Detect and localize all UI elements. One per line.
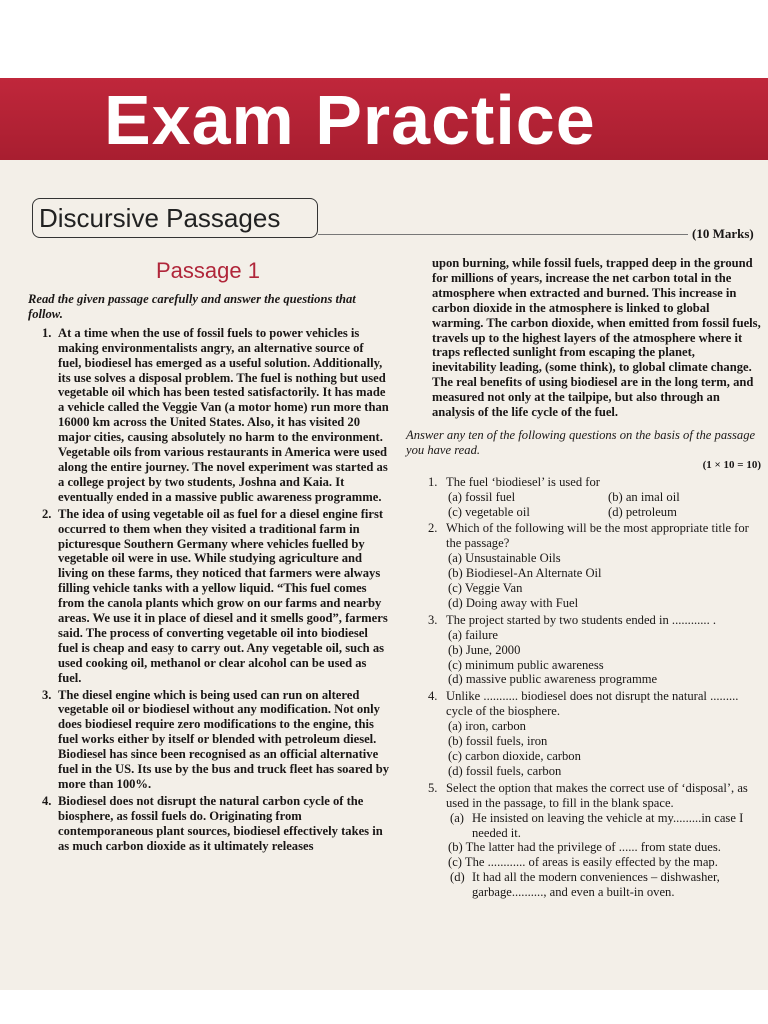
option-c: (c) vegetable oil	[448, 504, 530, 519]
section-title: Discursive Passages	[32, 198, 318, 238]
question-4	[406, 689, 761, 719]
option-c: (c) Veggie Van	[448, 581, 523, 596]
paragraph-4	[28, 794, 390, 854]
question-number: 2.	[428, 521, 438, 536]
question-text: The fuel ‘biodiesel’ is used for	[446, 474, 600, 489]
passage-title: Passage 1	[156, 258, 260, 283]
questions-marks: (1 × 10 = 10)	[702, 458, 761, 471]
option-a: (a) failure	[448, 627, 498, 642]
question-number: 3.	[428, 612, 438, 627]
option-d	[406, 870, 761, 900]
option-a: (a) Unsustainable Oils	[448, 551, 561, 566]
question-1	[406, 475, 761, 490]
option-c: (c) The ............ of areas is easily effected by the map.	[448, 855, 718, 870]
option-b: (b) Biodiesel-An Alternate Oil	[448, 566, 602, 581]
paragraph-number: 1.	[42, 325, 52, 340]
question-text: Which of the following will be the most appropriate title for the passage?	[446, 521, 749, 551]
option-d: (d) massive public awareness programme	[448, 672, 658, 687]
option-d: (d) Doing away with Fuel	[448, 595, 579, 610]
question-text: The project started by two students ended in ............ .	[446, 612, 717, 627]
paragraph-text: At a time when the use of fossil fuels to power vehicles is making environmentalists angry, an alternative source of fuel, biodiesel has emerged as a useful solution. Additionally, its use solves a disposal problem. The fuel is nothing but used vegetable oil which has been tested satisfactorily. It has made a vehicle called the Veggie Van (a motor home) run more than 16000 km across the United States. Also, it has visited 20 major cities, causing absolutely no harm to the environment. Vegetable oils from various restaurants in America were used along the entire journey. The novel experiment was started as a college project by two students, Joshna and Kaia. It eventually ended in a massive public awareness programme.	[58, 325, 389, 504]
question-number: 4.	[428, 689, 438, 704]
section-marks: (10 Marks)	[692, 226, 754, 241]
option-a: (a) fossil fuel	[448, 489, 516, 504]
header-banner	[0, 78, 768, 160]
paragraph-2	[28, 507, 390, 686]
option-d: (d) fossil fuels, carbon	[448, 763, 562, 778]
questions-instruction: Answer any ten of the following questions on the basis of the passage you have read.	[406, 427, 756, 457]
option-label: (a)	[450, 810, 464, 825]
option-b: (b) June, 2000	[448, 642, 521, 657]
option-b: (b) fossil fuels, iron	[448, 734, 548, 749]
paragraph-text: The diesel engine which is being used can run on altered vegetable oil or biodiesel without any modification. Not only does biodiesel require zero modifications to the engine, this fuel works either by itself or blended with petroleum diesel. Biodiesel has since been recognised as an official alternative fuel in the US. Its use by the bus and truck fleet has soared by more than 100%.	[58, 687, 390, 791]
left-column	[28, 292, 390, 856]
paragraph-4-continuation: upon burning, while fossil fuels, trapped deep in the ground for millions of years, increase the net carbon total in the atmosphere when extracted and burned. This increase in carbon dioxide in the atmosphere is linked to global warming. The carbon dioxide, when emitted from fossil fuels, travels up to the highest layers of the atmosphere where it traps reflected sunlight from escaping the planet, inevitability leading, (some think), to global climate change. The real benefits of using biodiesel are in the long term, and measured not only at the tailpipe, but also through an analysis of the life cycle of the fuel.	[432, 256, 761, 420]
option-c: (c) minimum public awareness	[448, 657, 604, 672]
paragraph-text: The idea of using vegetable oil as fuel for a diesel engine first occurred to them when they visited a traditional farm in picturesque Southern Germany where vehicles fuelled by vegetable oil were in use. While studying agriculture and living on these farms, they noticed that farmers were always filling vehicle tanks with a yellow liquid. “This fuel comes from the canola plants which grow on our farms and nearby areas. We use it in place of diesel and it smells good”, farmers said. The process of converting vegetable oil into biodiesel fuel is cheap and easy to carry out. Any vegetable oil, such as used cooking oil, methanol or clear alcohol can be used as fuel.	[58, 506, 388, 685]
option-text: It had all the modern conveniences – dishwasher, garbage.........., and even a built-in oven.	[472, 870, 720, 900]
paragraph-3	[28, 688, 390, 792]
paragraph-text: Biodiesel does not disrupt the natural carbon cycle of the biosphere, as fossil fuels do. Originating from contemporaneous plant sources, biodiesel effectively takes in as much carbon dioxide as it ultimately releases	[58, 793, 383, 853]
question-text: Unlike ........... biodiesel does not disrupt the natural ......... cycle of the biosphere.	[446, 689, 739, 719]
question-2	[406, 521, 761, 551]
question-number: 5.	[428, 780, 438, 795]
section-divider	[318, 234, 688, 235]
option-c: (c) carbon dioxide, carbon	[448, 749, 581, 763]
page-title: Exam Practice	[104, 81, 596, 159]
book-page	[0, 78, 768, 990]
option-b: (b) The latter had the privilege of ...... from state dues.	[448, 840, 721, 855]
option-a: (a) iron, carbon	[448, 719, 526, 734]
question-5	[406, 781, 761, 811]
question-text: Select the option that makes the correct use of ‘disposal’, as used in the passage, to fill in the blank space.	[446, 780, 748, 810]
paragraph-number: 2.	[42, 506, 52, 521]
paragraph-1	[28, 326, 390, 505]
option-label: (d)	[450, 870, 465, 885]
option-b: (b) an imal oil	[608, 489, 680, 504]
paragraph-number: 3.	[42, 687, 52, 702]
option-d: (d) petroleum	[608, 504, 677, 519]
right-column	[406, 256, 761, 900]
passage-instruction: Read the given passage carefully and answer the questions that follow.	[28, 292, 356, 321]
question-3	[406, 613, 761, 628]
question-number: 1.	[428, 474, 438, 489]
option-text: He insisted on leaving the vehicle at my.........in case I needed it.	[472, 810, 744, 840]
question-1-options	[406, 490, 761, 520]
option-a	[406, 811, 761, 841]
paragraph-number: 4.	[42, 793, 52, 808]
